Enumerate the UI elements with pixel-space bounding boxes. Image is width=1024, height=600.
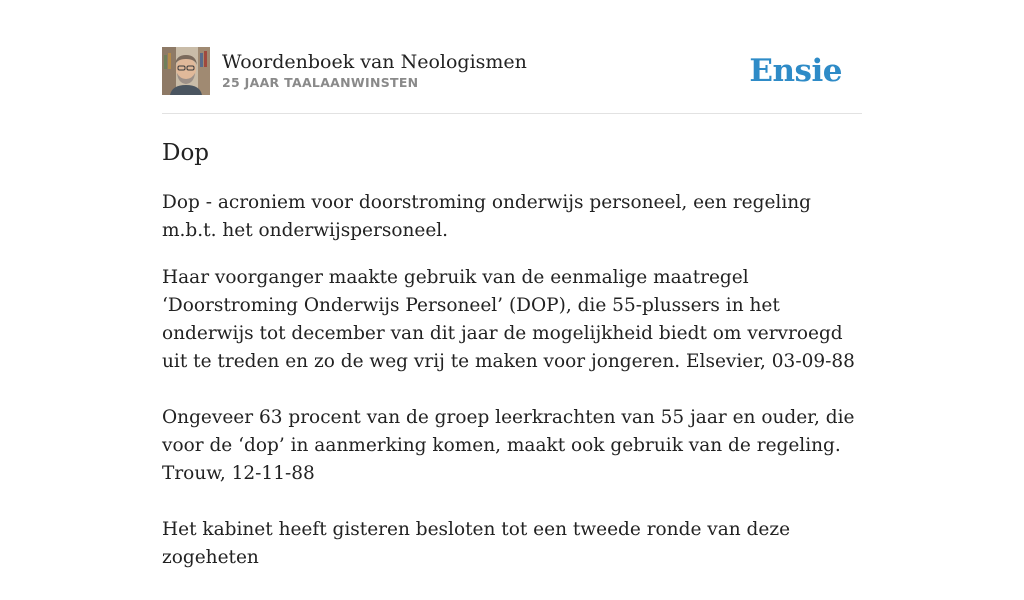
entry-definition: Dop - acroniem voor doorstroming onderwijs personeel, een regeling m.b.t. het onderwijspersoneel. <box>162 192 811 241</box>
author-portrait-icon <box>162 47 210 95</box>
quote-item: Haar voorganger maakte gebruik van de eenmalige maatregel ‘Doorstroming Onderwijs Personeel’ (DOP), die 55-plussers in het onderwijs tot december van dit jaar de mogelijkheid biedt om vervroegd uit te treden en zo de weg vrij te maken voor jongeren. Elsevier, 03-09-88 <box>162 267 855 372</box>
entry-title: Dop <box>162 140 210 166</box>
quote-item: Het kabinet heeft gisteren besloten tot een tweede ronde van deze zogeheten <box>162 519 791 568</box>
site-title[interactable]: Woordenboek van Neologismen <box>222 51 527 73</box>
header-divider <box>162 113 862 114</box>
content-container <box>162 46 862 600</box>
ensie-logo-link[interactable]: Ensie <box>749 53 842 89</box>
site-identity <box>222 51 527 91</box>
quote-item: Ongeveer 63 procent van de groep leerkrachten van 55 jaar en ouder, die voor de ‘dop’ in aanmerking komen, maakt ook gebruik van de regeling. Trouw, 12-11-88 <box>162 407 855 484</box>
site-subtitle: 25 JAAR TAALAANWINSTEN <box>222 75 419 90</box>
entry-quotes <box>162 264 862 572</box>
site-header <box>162 46 862 96</box>
author-avatar <box>162 47 210 95</box>
